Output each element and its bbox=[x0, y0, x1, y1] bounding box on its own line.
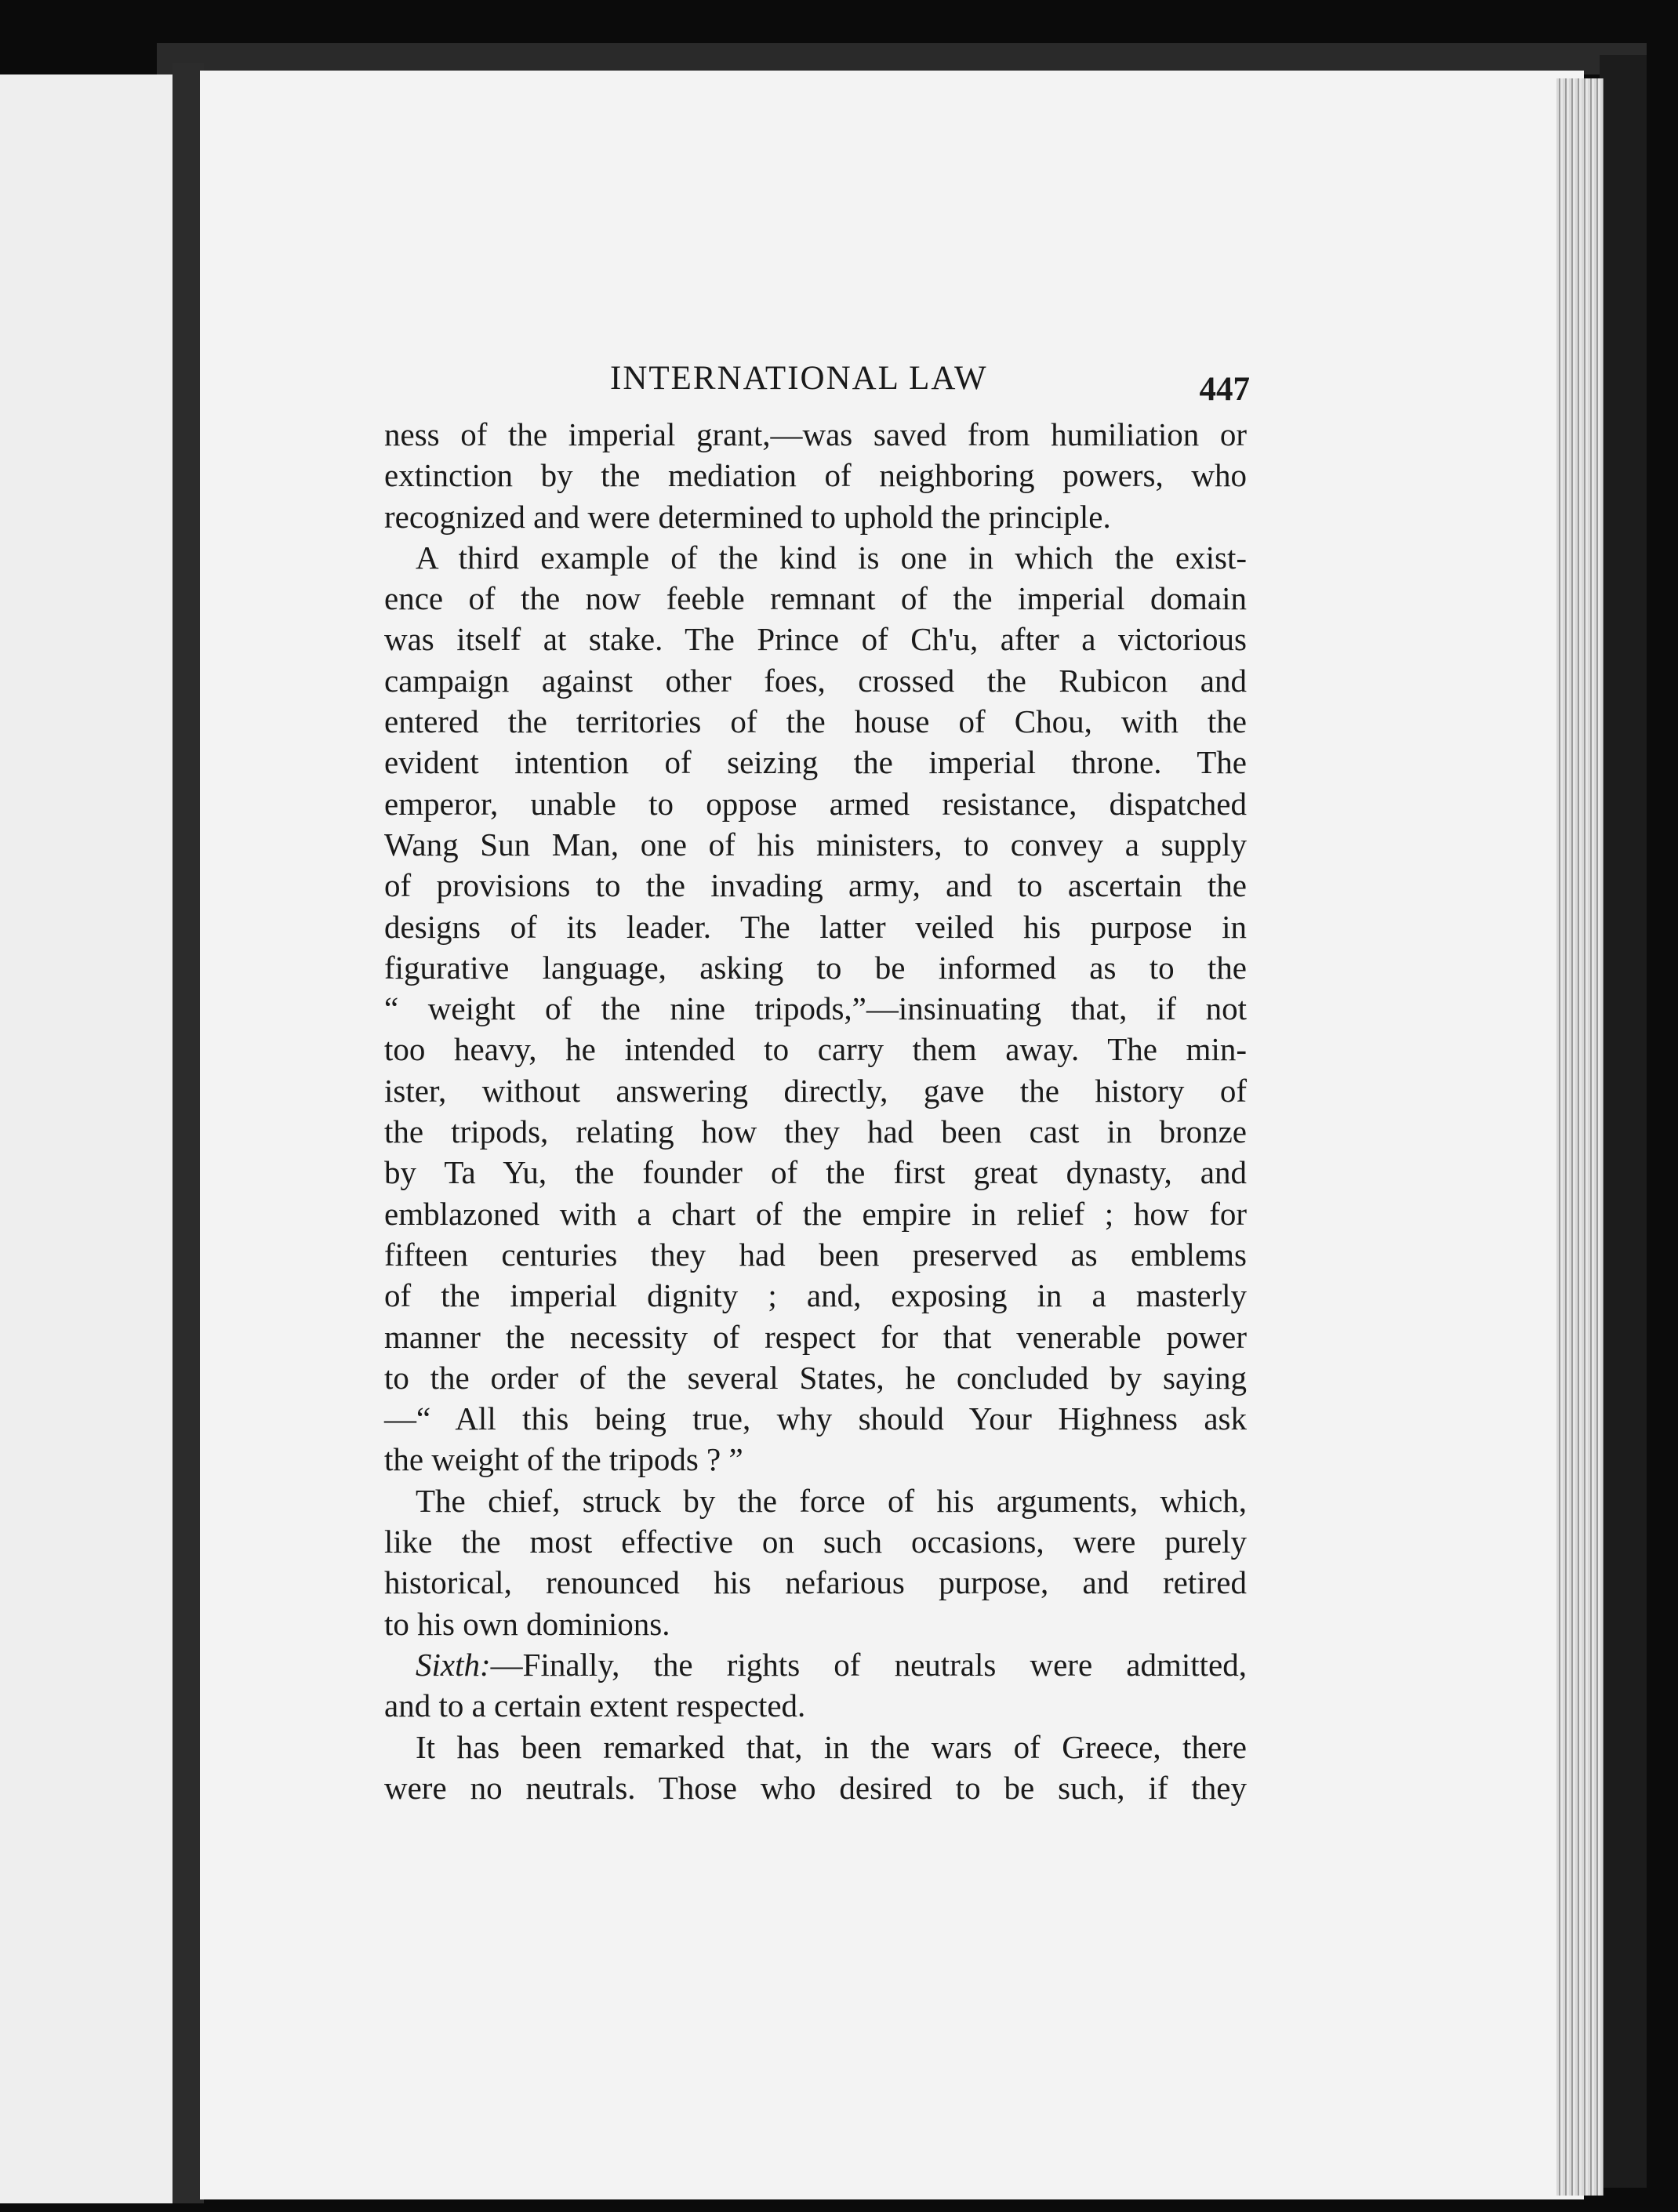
book-cover-right-edge bbox=[1600, 55, 1647, 2188]
text-line: of the imperial dignity ; and, exposing in a masterly bbox=[384, 1277, 1247, 1314]
text-line: Wang Sun Man, one of his ministers, to convey a supply bbox=[384, 826, 1247, 863]
text-line: ister, without answering directly, gave the history of bbox=[384, 1072, 1247, 1109]
text-line: designs of its leader. The latter veiled his purpose in bbox=[384, 908, 1247, 945]
text-line: It has been remarked that, in the wars of Greece, there bbox=[416, 1728, 1247, 1765]
page-text-block bbox=[384, 359, 1250, 1808]
text-line: ence of the now feeble remnant of the imperial domain bbox=[384, 580, 1247, 617]
text-line: fifteen centuries they had been preserved as emblems bbox=[384, 1236, 1247, 1273]
text-line: the weight of the tripods ? ” bbox=[384, 1441, 743, 1478]
text-line: to his own dominions. bbox=[384, 1605, 670, 1642]
text-line: entered the territories of the house of Chou, with the bbox=[384, 703, 1247, 740]
book-spine-gutter bbox=[173, 63, 204, 2203]
book-cover-top-edge bbox=[157, 43, 1647, 74]
text-line: manner the necessity of respect for that venerable power bbox=[384, 1318, 1247, 1355]
text-line: like the most effective on such occasions, were purely bbox=[384, 1524, 1247, 1560]
text-line: to the order of the several States, he concluded by saying bbox=[384, 1359, 1247, 1396]
text-line: A third example of the kind is one in which the exist- bbox=[416, 539, 1247, 576]
text-line: emblazoned with a chart of the empire in relief ; how for bbox=[384, 1195, 1247, 1232]
text-line bbox=[384, 1644, 1247, 1685]
text-line: were no neutrals. Those who desired to be such, if they bbox=[384, 1769, 1247, 1806]
text-line: too heavy, he intended to carry them away. The min- bbox=[384, 1031, 1247, 1068]
running-header bbox=[384, 359, 1250, 414]
text-line: recognized and were determined to uphold the principle. bbox=[384, 498, 1111, 535]
text-line: historical, renounced his nefarious purpose, and retired bbox=[384, 1564, 1247, 1601]
text-line: The chief, struck by the force of his arguments, which, bbox=[416, 1482, 1247, 1519]
text-line: figurative language, asking to be informed as to the bbox=[384, 949, 1247, 986]
text-line: emperor, unable to oppose armed resistance, dispatched bbox=[384, 785, 1247, 822]
text-line: evident intention of seizing the imperial throne. The bbox=[384, 744, 1247, 781]
page-number: 447 bbox=[1199, 371, 1250, 408]
text-line: extinction by the mediation of neighboring powers, who bbox=[384, 457, 1247, 494]
running-title: INTERNATIONAL LAW bbox=[610, 360, 988, 397]
text-line: ness of the imperial grant,—was saved from humiliation or bbox=[384, 416, 1247, 452]
facing-page-strip bbox=[0, 74, 176, 2203]
text-line-continuation: —Finally, the rights of neutrals were admitted, bbox=[490, 1646, 1247, 1683]
text-line: was itself at stake. The Prince of Ch'u, after a victorious bbox=[384, 621, 1247, 658]
text-line: and to a certain extent respected. bbox=[384, 1687, 806, 1724]
text-line: of provisions to the invading army, and to ascertain the bbox=[384, 867, 1247, 904]
text-line: by Ta Yu, the founder of the first great dynasty, and bbox=[384, 1154, 1247, 1191]
text-line: “ weight of the nine tripods,”—insinuating that, if not bbox=[384, 990, 1247, 1027]
text-line: campaign against other foes, crossed the Rubicon and bbox=[384, 662, 1247, 699]
section-label-sixth: Sixth: bbox=[416, 1646, 491, 1683]
text-line: —“ All this being true, why should Your Highness ask bbox=[384, 1400, 1247, 1437]
page-edges bbox=[1556, 78, 1604, 2196]
text-line: the tripods, relating how they had been cast in bronze bbox=[384, 1113, 1247, 1150]
